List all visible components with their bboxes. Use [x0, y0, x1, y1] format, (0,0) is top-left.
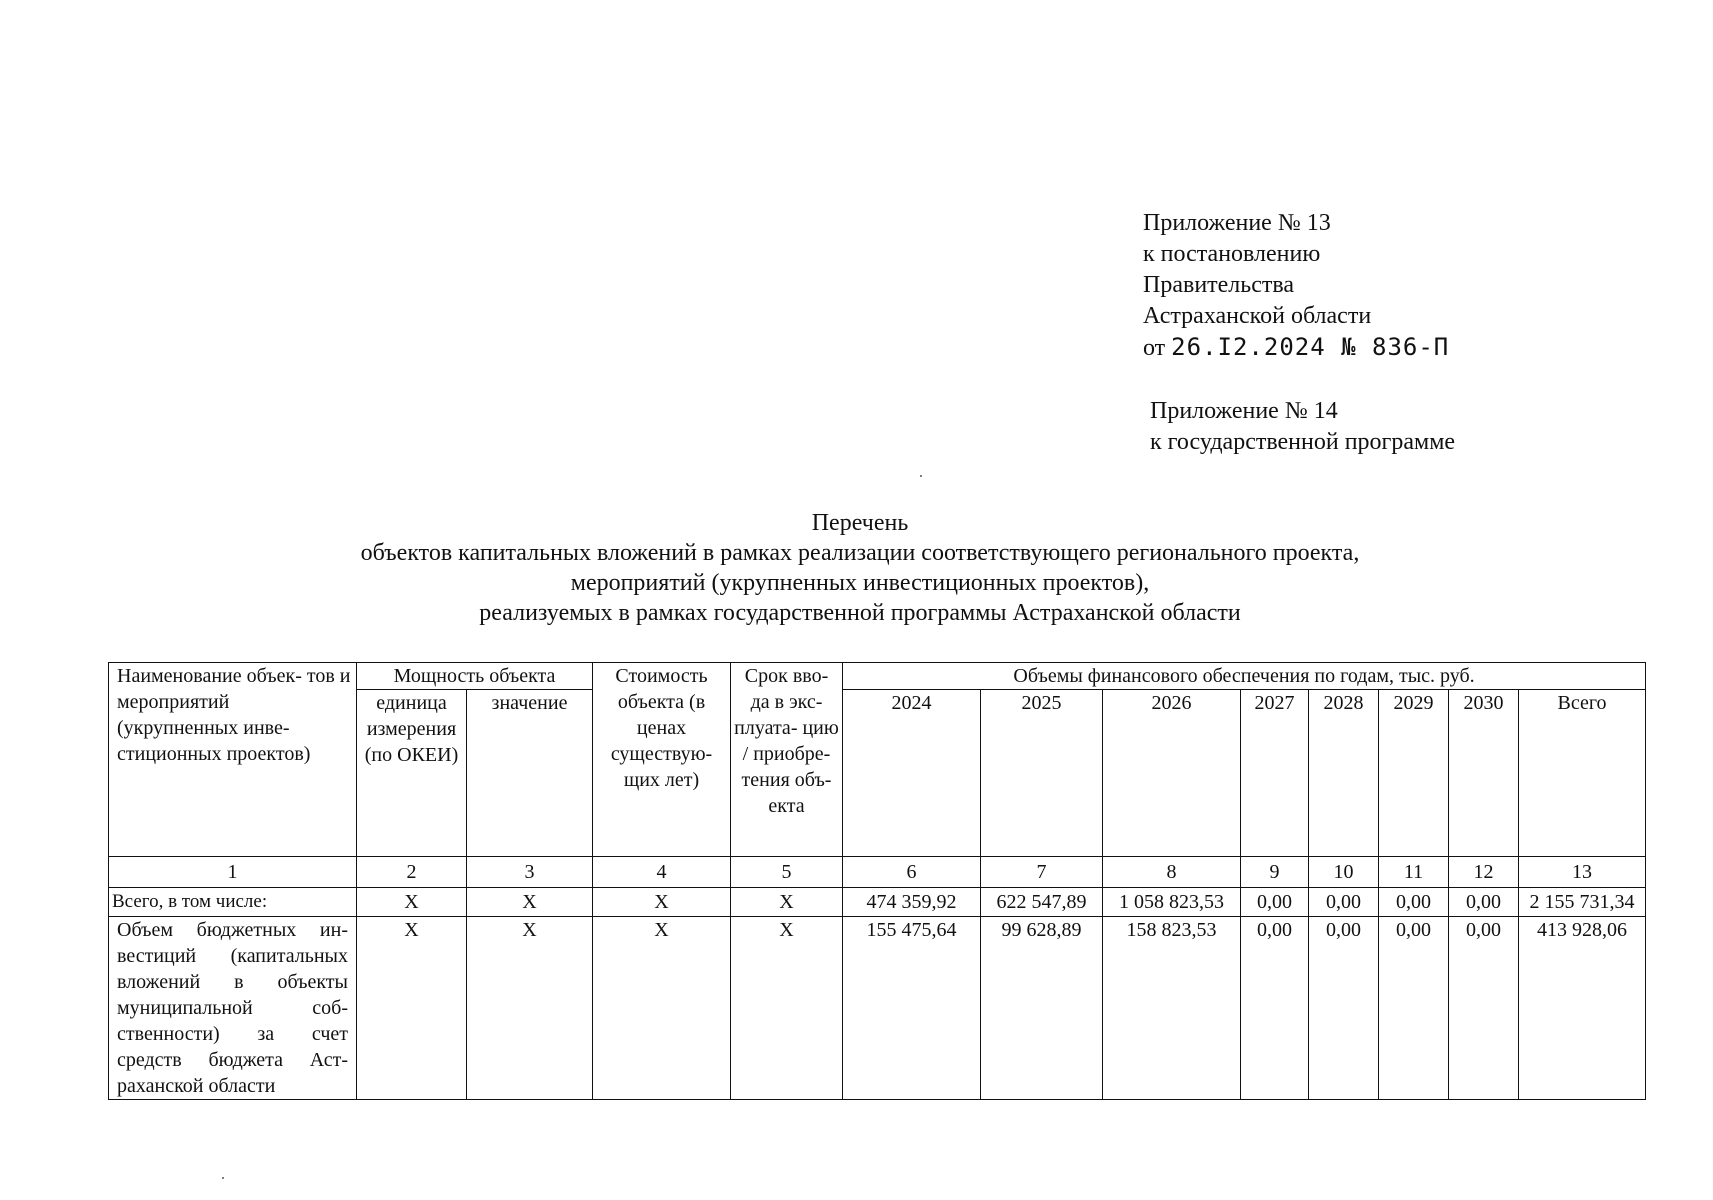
row-commission: Х: [731, 917, 843, 1100]
row-cost: Х: [593, 917, 731, 1100]
row-unit: Х: [357, 888, 467, 917]
header-year-2027: 2027: [1241, 690, 1309, 857]
row-value: Х: [467, 917, 593, 1100]
appendix-14-title: Приложение № 14: [1150, 398, 1338, 424]
header-year-2026: 2026: [1103, 690, 1241, 857]
column-number: 13: [1519, 857, 1646, 888]
column-number: 11: [1379, 857, 1449, 888]
date-prefix: от: [1143, 335, 1166, 361]
scan-speck: [920, 475, 922, 477]
title-line-2: объектов капитальных вложений в рамках реализации соответствующего регионального проекта,: [360, 540, 1360, 566]
appendix-13-line3: Правительства: [1143, 272, 1295, 298]
amount-2029: 0,00: [1379, 917, 1449, 1100]
title-line-1: Перечень: [811, 510, 909, 536]
header-commission: Срок вво- да в экс- плуата- цию / приобре- тения объ- екта: [731, 663, 843, 857]
amount-2030: 0,00: [1449, 917, 1519, 1100]
document-title: [160, 508, 1560, 628]
column-number: 6: [843, 857, 981, 888]
appendix-13-block: [1143, 208, 1449, 364]
row-unit: Х: [357, 917, 467, 1100]
capital-investments-table: [108, 662, 1646, 1100]
decree-date-number: 26.I2.2024 № 836-П: [1171, 333, 1450, 361]
header-year-2029: 2029: [1379, 690, 1449, 857]
column-number: 8: [1103, 857, 1241, 888]
column-number: 7: [981, 857, 1103, 888]
appendix-14-block: [1150, 396, 1455, 458]
header-row-1: [109, 663, 1646, 690]
column-number: 12: [1449, 857, 1519, 888]
amount-2030: 0,00: [1449, 888, 1519, 917]
row-value: Х: [467, 888, 593, 917]
column-number: 3: [467, 857, 593, 888]
appendix-13-line2: к постановлению: [1143, 241, 1321, 267]
appendix-14-line2: к государственной программе: [1150, 429, 1456, 455]
amount-2026: 158 823,53: [1103, 917, 1241, 1100]
amount-2027: 0,00: [1241, 917, 1309, 1100]
appendix-13-title: Приложение № 13: [1143, 210, 1331, 236]
amount-2025: 622 547,89: [981, 888, 1103, 917]
amount-2029: 0,00: [1379, 888, 1449, 917]
column-number: 9: [1241, 857, 1309, 888]
amount-2027: 0,00: [1241, 888, 1309, 917]
header-financing: Объемы финансового обеспечения по годам, тыс. руб.: [843, 663, 1646, 690]
scan-speck: [222, 1177, 224, 1179]
row-cost: Х: [593, 888, 731, 917]
header-unit: единица измерения (по ОКЕИ): [357, 690, 467, 857]
header-name: Наименование объек- тов и мероприятий (укрупненных инве- стиционных проектов): [109, 663, 357, 857]
amount-total: 413 928,06: [1519, 917, 1646, 1100]
amount-2028: 0,00: [1309, 917, 1379, 1100]
header-year-2024: 2024: [843, 690, 981, 857]
appendix-13-date-line: [1143, 332, 1449, 364]
table-row-total: [109, 888, 1646, 917]
row-commission: Х: [731, 888, 843, 917]
header-value: значение: [467, 690, 593, 857]
row-name: Всего, в том числе:: [109, 888, 357, 917]
header-total: Всего: [1519, 690, 1646, 857]
column-number: 5: [731, 857, 843, 888]
column-number: 10: [1309, 857, 1379, 888]
amount-total: 2 155 731,34: [1519, 888, 1646, 917]
header-capacity: Мощность объекта: [357, 663, 593, 690]
title-line-3: мероприятий (укрупненных инвестиционных проектов),: [570, 570, 1150, 596]
column-number-row: [109, 857, 1646, 888]
header-year-2030: 2030: [1449, 690, 1519, 857]
amount-2024: 474 359,92: [843, 888, 981, 917]
column-number: 4: [593, 857, 731, 888]
amount-2024: 155 475,64: [843, 917, 981, 1100]
amount-2026: 1 058 823,53: [1103, 888, 1241, 917]
table-row-budget-investments: [109, 917, 1646, 1100]
column-number: 1: [109, 857, 357, 888]
header-year-2028: 2028: [1309, 690, 1379, 857]
row-name: Объем бюджетных ин- вестиций (капитальных вложений в объекты муниципальной соб- ственности) за счет средств бюджета Аст- раханской области: [109, 917, 357, 1100]
header-cost: Стоимость объекта (в ценах существую- щих лет): [593, 663, 731, 857]
header-year-2025: 2025: [981, 690, 1103, 857]
title-line-4: реализуемых в рамках государственной программы Астраханской области: [479, 600, 1241, 626]
appendix-13-line4: Астраханской области: [1143, 303, 1372, 329]
column-number: 2: [357, 857, 467, 888]
amount-2025: 99 628,89: [981, 917, 1103, 1100]
amount-2028: 0,00: [1309, 888, 1379, 917]
